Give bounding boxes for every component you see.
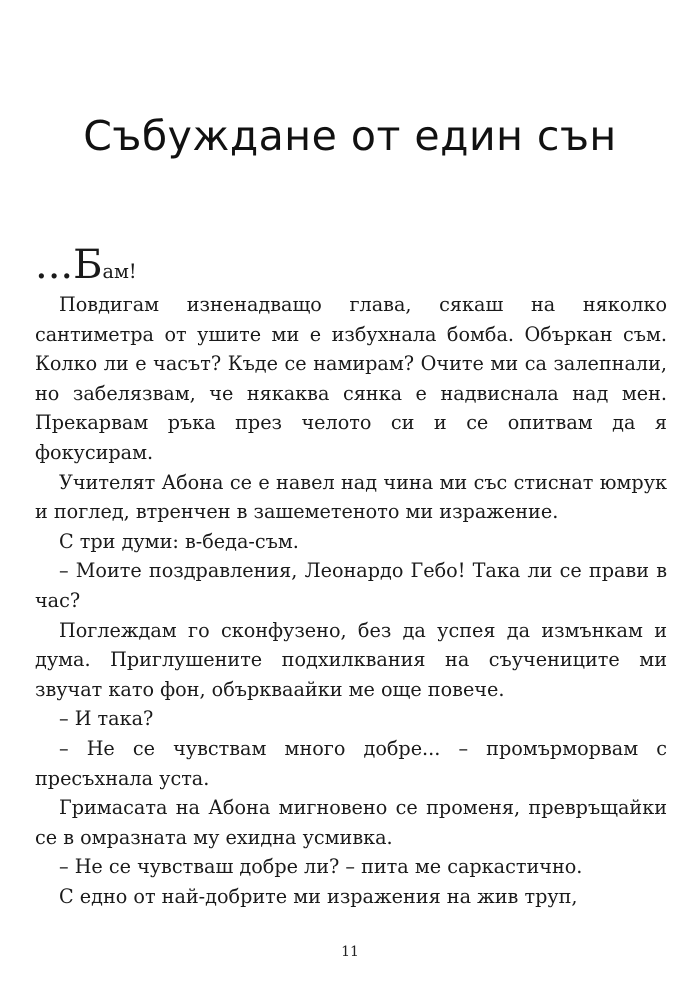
opening-rest: ам!	[102, 260, 137, 283]
page-number: 11	[341, 944, 359, 960]
paragraph: С три думи: в-беда-съм.	[59, 529, 299, 553]
paragraph: Учителят Абона се е навел над чина ми със стиснат юмрук и поглед, втренчен в зашеметеното ми изражение.	[35, 470, 667, 524]
paragraph: С едно от най-добрите ми изражения на жив труп,	[59, 884, 578, 908]
chapter-body	[35, 243, 667, 911]
paragraph: – И така?	[59, 707, 154, 731]
paragraph: Поглеждам го сконфузено, без да успея да измънкам и дума. Приглушените подхилквания на съучениците ми звучат като фон, объркваайки ме още повече.	[35, 618, 667, 701]
paragraph: Гримасата на Абона мигновено се променя, превръщайки се в омразната му ехидна усмивка.	[35, 796, 667, 849]
paragraph: Повдигам изненадващо глава, сякаш на няколко сантиметра от ушите ми е избухнала бомба. Объркан съм. Колко ли е часът? Къде се намирам? Очите ми са залепнали, но забелязвам, че някаква сянка е надвиснала над мен. Прекарвам ръка през челото си и се опитвам да я фокусирам.	[35, 293, 667, 464]
opening-line	[35, 243, 667, 294]
paragraph: – Не се чувствам много добре... – промърморвам с пресъхнала уста.	[35, 736, 667, 790]
paragraph: – Не се чувстваш добре ли? – пита ме саркастично.	[59, 855, 583, 879]
chapter-title: Събуждане от един сън	[83, 112, 617, 160]
paragraph: – Моите поздравления, Леонардо Гебо! Така ли се прави в час?	[35, 559, 667, 612]
drop-cap: ...Б	[35, 242, 103, 288]
